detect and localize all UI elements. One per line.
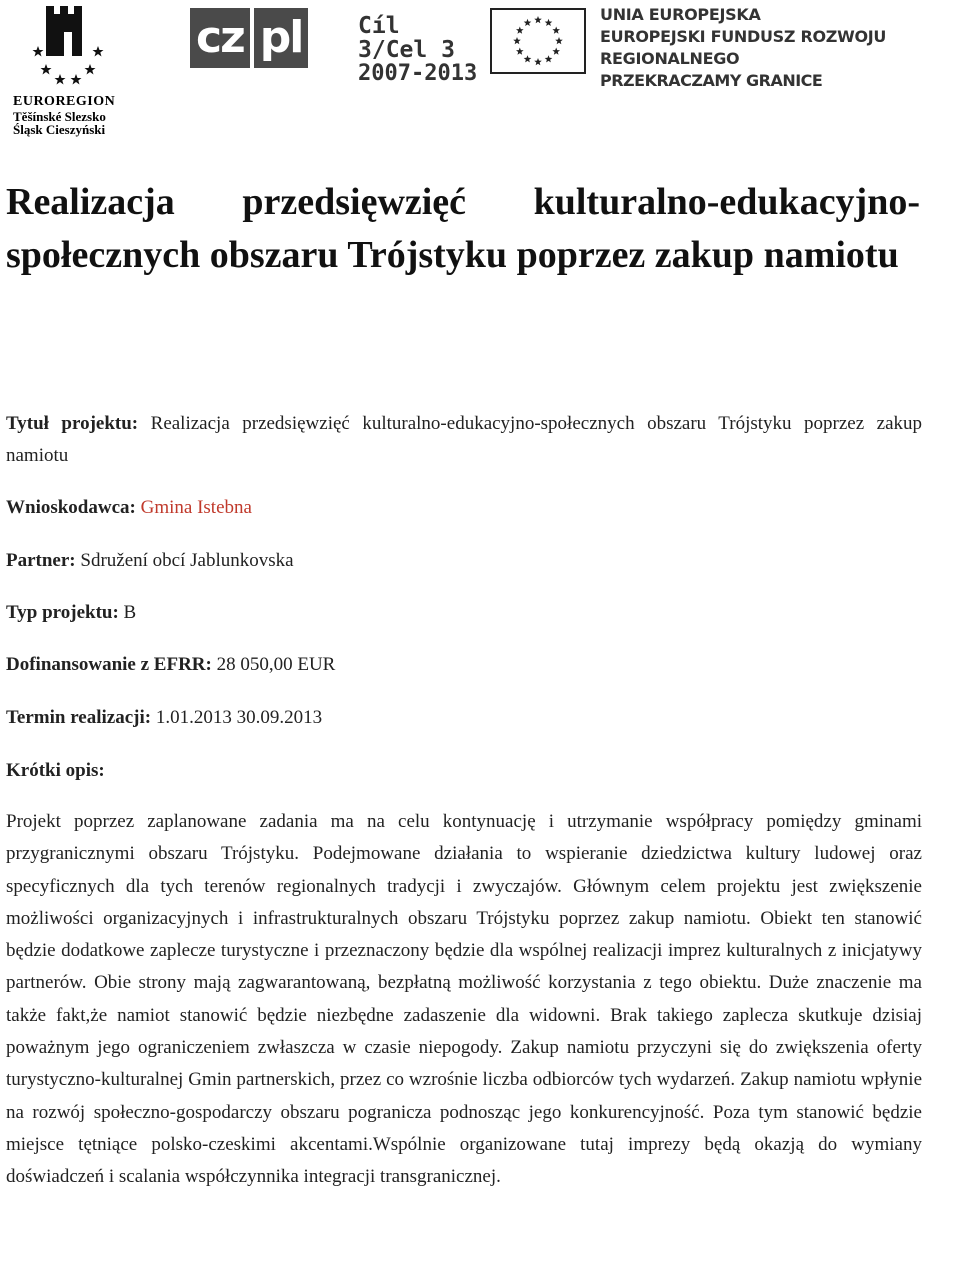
field-short-description — [6, 755, 922, 787]
cil-cel-line: Cíl 3/Cel 3 — [358, 13, 455, 63]
czpl-logo-pl: pl — [254, 8, 309, 68]
field-label-applicant: Wnioskodawca: — [6, 497, 136, 518]
eu-star — [534, 58, 542, 65]
czpl-logo-cz: cz — [190, 8, 250, 68]
eu-star — [524, 55, 532, 62]
page-title: Realizacja przedsięwzięć kulturalno-edukacyjno-społecznych obszaru Trójstyku poprzez zakup namiotu — [6, 181, 920, 276]
header-logos — [0, 0, 960, 140]
field-label-description: Krótki opis: — [6, 760, 105, 781]
field-partner — [6, 545, 922, 577]
eu-star — [524, 19, 532, 26]
field-timeframe — [6, 702, 922, 734]
eu-star — [516, 48, 524, 55]
field-label-type: Typ projektu: — [6, 602, 119, 623]
euroregion-line-pl: Śląsk Cieszyński — [13, 122, 106, 137]
euroregion-title: EUROREGION — [13, 94, 116, 109]
field-label-partner: Partner: — [6, 550, 76, 571]
cil-years-line: 2007-2013 — [358, 61, 478, 86]
euroregion-line-cz: Těšínské Slezsko — [13, 109, 106, 124]
euroregion-logo — [10, 0, 122, 140]
cil-cel-logo — [358, 14, 478, 86]
field-value-title: Realizacja przedsięwzięć kulturalno-edukacyjno-społecznych obszaru Trójstyku poprzez zakup namiotu — [6, 413, 922, 466]
eu-line-fund: EUROPEJSKI FUNDUSZ ROZWOJU REGIONALNEGO — [600, 27, 887, 68]
eu-star — [552, 48, 560, 55]
field-project-type — [6, 597, 922, 629]
eu-line-union: UNIA EUROPEJSKA — [600, 5, 761, 24]
eu-flag-stars-icon — [492, 10, 584, 72]
field-label-timeframe: Termin realizacji: — [6, 707, 152, 728]
field-label-funding: Dofinansowanie z EFRR: — [6, 654, 212, 675]
field-value-funding: 28 050,00 EUR — [216, 654, 336, 675]
field-value-type: B — [123, 602, 137, 623]
field-value-partner: Sdružení obcí Jablunkovska — [80, 550, 294, 571]
eu-star — [555, 37, 563, 44]
eu-line-slogan: PRZEKRACZAMY GRANICE — [600, 71, 823, 90]
field-project-title — [6, 408, 922, 472]
field-label-title: Tytuł projektu: — [6, 413, 139, 434]
field-value-applicant: Gmina Istebna — [140, 497, 252, 518]
castle-tower-icon — [32, 2, 104, 94]
eu-star — [545, 55, 553, 62]
eu-star — [545, 19, 553, 26]
description-paragraph: Projekt poprzez zaplanowane zadania ma na celu kontynuację i utrzymanie współpracy pomiędzy gminami przygranicznymi obszaru Trójstyku. Podejmowane działania to wspieranie dziedzictwa kultury ludowej oraz specyficznych dla tych terenów regionalnych tradycji i zwyczajów. Głównym celem projektu jest zwiększenie możliwości organizacyjnych i infrastrukturalnych obszaru Trójstyku poprzez zakup namiotu. Obiekt ten stanowić będzie dodatkowe zaplecze turystyczne i przeznaczony będzie dla wspólnej realizacji imprez kulturalnych z inicjatywy partnerów. Obie strony mają zagwarantowaną, bezpłatną możliwość korzystania z tego obiektu. Duże znaczenie ma także fakt,że namiot stanowić będzie niezbędne zadaszenie dla widowni. Brak takiego zaplecza skutkuje dzisiaj poważnym jego ograniczeniem zwłaszcza w czasie niepogody. Zakup namiotu przyczyni się do zwiększenia oferty turystyczno-kulturalnej Gmin partnerskich, przez co wzrośnie liczba odbiorców tych wydarzeń. Zakup namiotu wpłynie na rozwój społeczno-gospodarczy obszaru pogranicza podnosząc jego konkurencyjność. Poza tym stanowić będzie miejsce tętniące polsko-czeskimi akcentami.Wspólnie organizowane tutaj imprezy będą okazją do wymiany doświadczeń i scalania współczynnika integracji transgranicznej. — [6, 811, 922, 1188]
field-applicant — [6, 492, 922, 524]
eu-text-block — [600, 4, 960, 92]
eu-star — [534, 16, 542, 23]
field-value-timeframe: 1.01.2013 30.09.2013 — [155, 707, 323, 728]
eu-star — [516, 27, 524, 34]
czpl-logo — [190, 8, 308, 68]
eu-flag-logo — [490, 8, 586, 74]
eu-star — [513, 37, 521, 44]
eu-star — [552, 27, 560, 34]
field-funding — [6, 649, 922, 681]
